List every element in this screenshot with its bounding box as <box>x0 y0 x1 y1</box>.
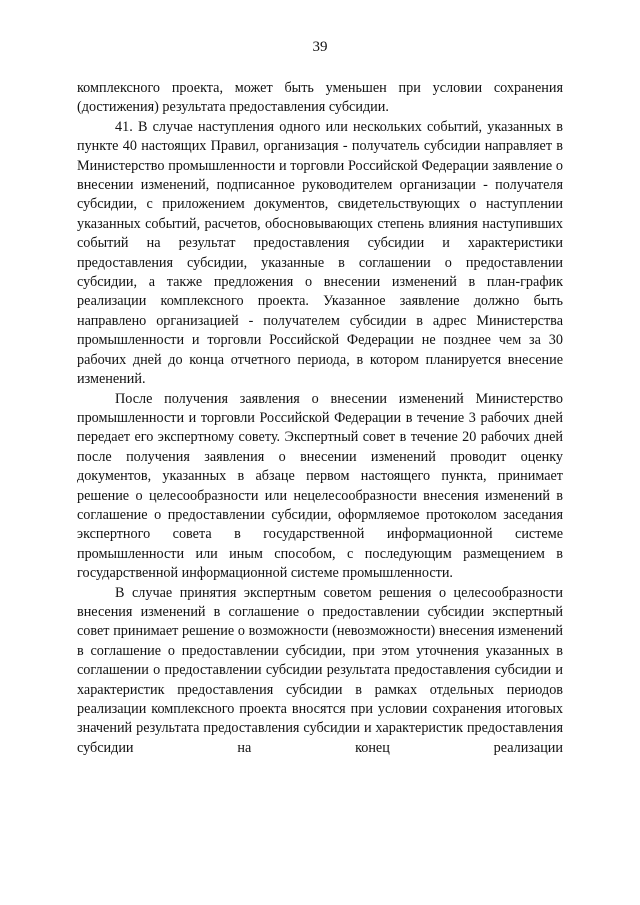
paragraph-continuation: комплексного проекта, может быть уменьшен при условии сохранения (достижения) результата предоставления субсидии. <box>77 80 563 116</box>
document-body <box>77 79 563 758</box>
paragraph-item-41: 41. В случае наступления одного или нескольких событий, указанных в пункте 40 настоящих Правил, организация - получатель субсидии направляет в Министерство промышленности и торговли Российской Федерации заявление о внесении изменений, подписанное руководителем организации - получателя субсидии, с приложением документов, свидетельствующих о наступлении указанных событий, расчетов, обосновывающих степень влияния наступивших событий на результат предоставления субсидии и характеристики предоставления субсидии, указанные в соглашении о предоставлении субсидии, а также предложения о внесении изменений в план-график реализации комплексного проекта. Указанное заявление должно быть направлено организацией - получателем субсидии в адрес Министерства промышленности и торговли Российской Федерации не позднее чем за 30 рабочих дней до конца отчетного периода, в котором планируется внесение изменений. <box>77 118 563 388</box>
paragraph-expert-council-decision: В случае принятия экспертным советом решения о целесообразности внесения изменений в соглашение о предоставлении субсидии экспертный совет принимает решение о возможности (невозможности) внесения изменений в соглашение о предоставлении субсидии, при этом уточнения указанных в соглашении о предоставлении субсидии результата предоставления субсидии и характеристик предоставления субсидии в рамках отдельных периодов реализации комплексного проекта вносятся при условии сохранения итоговых значений результата предоставления субсидии и характеристик предоставления субсидии на конец реализации <box>77 584 563 756</box>
page-number: 39 <box>312 39 328 55</box>
paragraph-expert-council-review: После получения заявления о внесении изменений Министерство промышленности и торговли Российской Федерации в течение 3 рабочих дней передает его экспертному совету. Экспертный совет в течение 20 рабочих дней после получения заявления о внесении изменений проводит оценку документов, указанных в абзаце первом настоящего пункта, принимает решение о целесообразности или нецелесообразности внесения изменений в соглашение о предоставлении субсидии, оформляемое протоколом заседания экспертного совета в государственной информационной системе промышленности или иным способом, с последующим размещением в государственной информационной системе промышленности. <box>77 390 563 582</box>
